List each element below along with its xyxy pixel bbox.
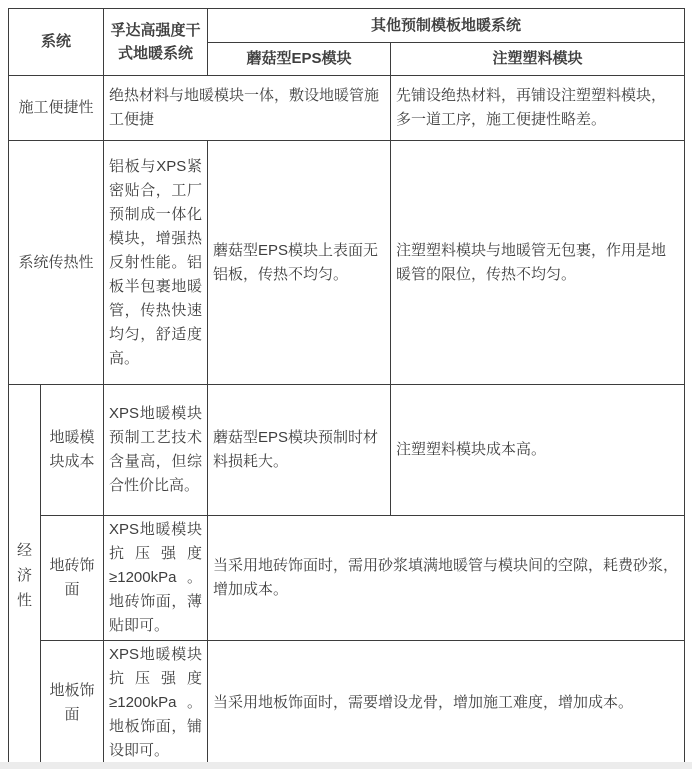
header-system: 系统: [9, 9, 104, 76]
row-economy-floor-finish: [9, 641, 685, 766]
row-label-heat-transfer: 系统传热性: [9, 141, 104, 385]
bottom-divider-strip: [0, 762, 692, 769]
header-other-prefab-systems: 其他预制模板地暖系统: [208, 9, 685, 43]
row-label-economy: 经济性: [9, 385, 41, 766]
cell-tile-finish-other: 当采用地砖饰面时，需用砂浆填满地暖管与模块间的空隙，耗费砂浆，增加成本。: [208, 516, 685, 641]
row-label-module-cost: 地暖模块成本: [41, 385, 104, 516]
cell-heat-transfer-injection: 注塑塑料模块与地暖管无包裹，作用是地暖管的限位，传热不均匀。: [391, 141, 685, 385]
header-injection-module: 注塑塑料模块: [391, 43, 685, 76]
cell-heat-transfer-eps: 蘑菇型EPS模块上表面无铝板，传热不均匀。: [208, 141, 391, 385]
row-construction-convenience: [9, 76, 685, 141]
cell-construction-fuda-eps: 绝热材料与地暖模块一体，敷设地暖管施工便捷: [104, 76, 391, 141]
cell-heat-transfer-fuda: 铝板与XPS紧密贴合，工厂预制成一体化模块，增强热反射性能。铝板半包裹地暖管，传热快速均匀，舒适度高。: [104, 141, 208, 385]
cell-construction-injection: 先铺设绝热材料，再铺设注塑塑料模块，多一道工序，施工便捷性略差。: [391, 76, 685, 141]
row-label-construction: 施工便捷性: [9, 76, 104, 141]
cell-floor-finish-fuda: XPS地暖模块抗压强度≥1200kPa。地板饰面，铺设即可。: [104, 641, 208, 766]
cell-floor-finish-other: 当采用地板饰面时，需要增设龙骨，增加施工难度，增加成本。: [208, 641, 685, 766]
cell-tile-finish-fuda: XPS地暖模块抗压强度≥1200kPa。地砖饰面，薄贴即可。: [104, 516, 208, 641]
row-economy-tile-finish: [9, 516, 685, 641]
heating-system-comparison-table: [8, 8, 685, 766]
header-eps-module: 蘑菇型EPS模块: [208, 43, 391, 76]
header-fuda-system: 孚达高强度干式地暖系统: [104, 9, 208, 76]
cell-module-cost-fuda: XPS地暖模块预制工艺技术含量高，但综合性价比高。: [104, 385, 208, 516]
row-heat-transfer: [9, 141, 685, 385]
cell-module-cost-injection: 注塑塑料模块成本高。: [391, 385, 685, 516]
cell-module-cost-eps: 蘑菇型EPS模块预制时材料损耗大。: [208, 385, 391, 516]
row-label-tile-finish: 地砖饰面: [41, 516, 104, 641]
row-label-floor-finish: 地板饰面: [41, 641, 104, 766]
row-economy-module-cost: [9, 385, 685, 516]
